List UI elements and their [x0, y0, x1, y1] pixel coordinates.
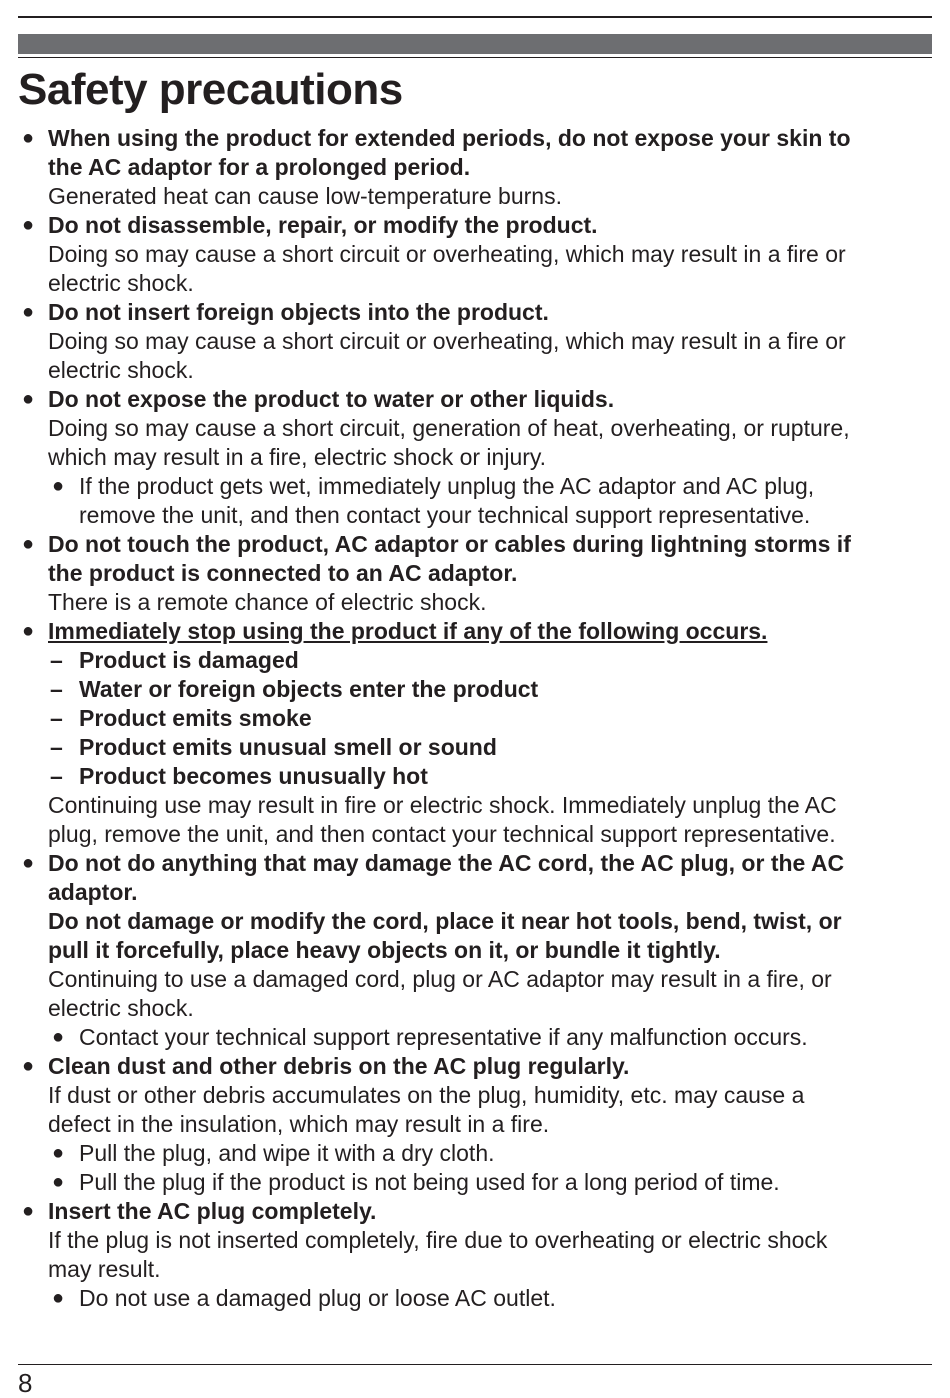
- list-item-heading: ● Immediately stop using the product if any of the following occurs.: [22, 618, 768, 644]
- dash-item: – Water or foreign objects enter the product: [50, 676, 539, 702]
- sub-item-cont: remove the unit, and then contact your technical support representative.: [79, 502, 811, 528]
- bullet-icon: ●: [52, 1287, 65, 1309]
- bullet-icon: ●: [22, 852, 35, 874]
- dash-marker: –: [50, 763, 63, 789]
- list-item-body: There is a remote chance of electric shock.: [48, 589, 487, 615]
- list-item-heading-cont: pull it forcefully, place heavy objects on it, or bundle it tightly.: [48, 937, 721, 963]
- list-item-heading: ● Do not touch the product, AC adaptor or cables during lightning storms if: [22, 531, 851, 557]
- bullet-icon: ●: [22, 214, 35, 236]
- bullet-icon: ●: [22, 127, 35, 149]
- list-item-heading: ● Clean dust and other debris on the AC plug regularly.: [22, 1053, 630, 1079]
- sub-item: ● Do not use a damaged plug or loose AC outlet.: [52, 1285, 556, 1311]
- dash-marker: –: [50, 705, 63, 731]
- list-item-heading: ● Do not expose the product to water or other liquids.: [22, 386, 615, 412]
- sub-item: ● Pull the plug, and wipe it with a dry cloth.: [52, 1140, 495, 1166]
- list-item-heading-cont: the product is connected to an AC adaptor.: [48, 560, 518, 586]
- dash-marker: –: [50, 734, 63, 760]
- list-item-body: electric shock.: [48, 357, 194, 383]
- list-item-body: Generated heat can cause low-temperature burns.: [48, 183, 562, 209]
- dash-marker: –: [50, 647, 63, 673]
- bullet-icon: ●: [22, 620, 35, 642]
- list-item-heading: ● Do not disassemble, repair, or modify the product.: [22, 212, 598, 238]
- sub-item: ● Contact your technical support representative if any malfunction occurs.: [52, 1024, 808, 1050]
- list-item-body: If the plug is not inserted completely, fire due to overheating or electric shock: [48, 1227, 828, 1253]
- list-item-body: Doing so may cause a short circuit, generation of heat, overheating, or rupture,: [48, 415, 850, 441]
- list-item-body: which may result in a fire, electric shock or injury.: [48, 444, 547, 470]
- dash-item: – Product emits smoke: [50, 705, 312, 731]
- list-item-heading: ● Do not do anything that may damage the AC cord, the AC plug, or the AC: [22, 850, 845, 876]
- list-item-heading-cont: the AC adaptor for a prolonged period.: [48, 154, 471, 180]
- list-item-body: Doing so may cause a short circuit or overheating, which may result in a fire or: [48, 241, 846, 267]
- page-number: 8: [18, 1368, 33, 1398]
- list-item-body: Continuing use may result in fire or electric shock. Immediately unplug the AC: [48, 792, 837, 818]
- list-item-heading-cont: adaptor.: [48, 879, 138, 905]
- list-item-body: Doing so may cause a short circuit or overheating, which may result in a fire or: [48, 328, 846, 354]
- list-item-body: If dust or other debris accumulates on the plug, humidity, etc. may cause a: [48, 1082, 805, 1108]
- sub-item: ● If the product gets wet, immediately unplug the AC adaptor and AC plug,: [52, 473, 815, 499]
- list-item-body: plug, remove the unit, and then contact your technical support representative.: [48, 821, 836, 847]
- dash-marker: –: [50, 676, 63, 702]
- header-band-rule: [18, 57, 932, 58]
- page-title: Safety precautions: [18, 65, 403, 114]
- bullet-icon: ●: [22, 1200, 35, 1222]
- bullet-icon: ●: [22, 301, 35, 323]
- bullet-icon: ●: [52, 1142, 65, 1164]
- list-item-body: may result.: [48, 1256, 161, 1282]
- precautions-list: [18, 124, 932, 1313]
- dash-item: – Product is damaged: [50, 647, 299, 673]
- bullet-icon: ●: [52, 475, 65, 497]
- list-item-heading-cont: Do not damage or modify the cord, place it near hot tools, bend, twist, or: [48, 908, 842, 934]
- sub-item: ● Pull the plug if the product is not being used for a long period of time.: [52, 1169, 780, 1195]
- list-item-body: defect in the insulation, which may result in a fire.: [48, 1111, 550, 1137]
- header-band: [18, 34, 932, 54]
- bullet-icon: ●: [22, 1055, 35, 1077]
- list-item-heading: ● When using the product for extended periods, do not expose your skin to: [22, 125, 851, 151]
- bullet-icon: ●: [22, 533, 35, 555]
- dash-item: – Product emits unusual smell or sound: [50, 734, 497, 760]
- bullet-icon: ●: [52, 1171, 65, 1193]
- footer-rule: [18, 1364, 932, 1365]
- list-item-heading: ● Insert the AC plug completely.: [22, 1198, 377, 1224]
- dash-item: – Product becomes unusually hot: [50, 763, 428, 789]
- list-item-body: Continuing to use a damaged cord, plug or AC adaptor may result in a fire, or: [48, 966, 832, 992]
- list-item-body: electric shock.: [48, 270, 194, 296]
- list-item-body: electric shock.: [48, 995, 194, 1021]
- top-rule: [18, 16, 932, 18]
- bullet-icon: ●: [52, 1026, 65, 1048]
- list-item-heading: ● Do not insert foreign objects into the product.: [22, 299, 549, 325]
- bullet-icon: ●: [22, 388, 35, 410]
